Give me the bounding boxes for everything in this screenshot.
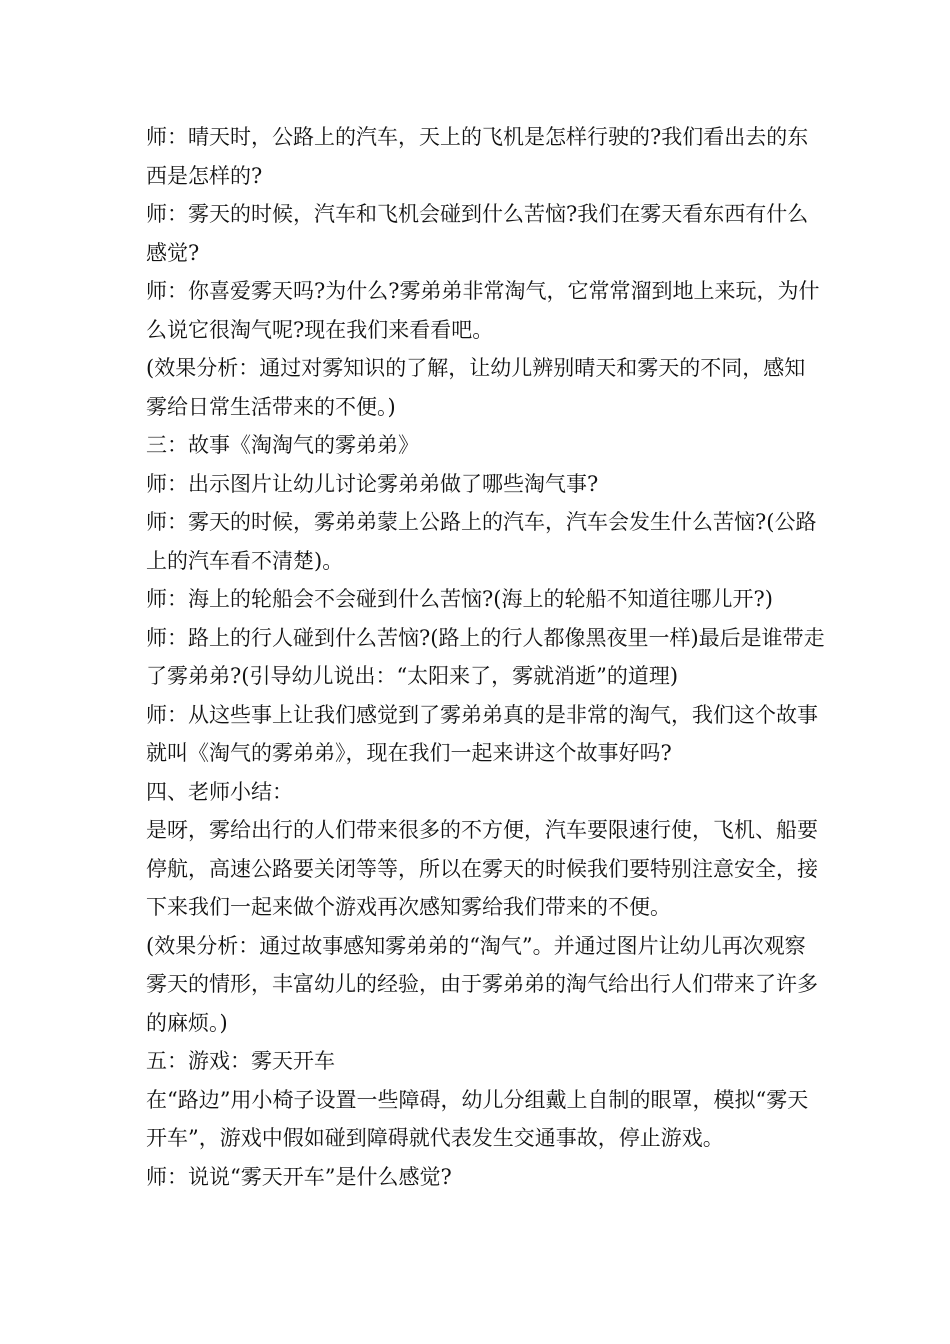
paragraph-game-rules: 在“路边”用小椅子设置一些障碍，幼儿分组戴上自制的眼罩，模拟“雾天开车”，游戏中假如碰到障碍就代表发生交通事故，停止游戏。	[146, 1087, 809, 1150]
paragraph-sunny-day-question: 师：晴天时，公路上的汽车，天上的飞机是怎样行驶的?我们看出去的东西是怎样的?	[146, 125, 809, 188]
paragraph-like-fog-question: 师：你喜爱雾天吗?为什么?雾弟弟非常淘气，它常常溜到地上来玩，为什么说它很淘气呢?现在我们来看看吧。	[146, 279, 820, 342]
paragraph-story-title: 师：从这些事上让我们感觉到了雾弟弟真的是非常的淘气，我们这个故事就叫《淘气的雾弟弟》，现在我们一起来讲这个故事好吗?	[146, 702, 818, 765]
paragraph-show-pictures: 师：出示图片让幼儿讨论雾弟弟做了哪些淘气事?	[146, 471, 599, 496]
document-body	[146, 118, 826, 1196]
paragraph-teacher-summary: 是呀，雾给出行的人们带来很多的不方便，汽车要限速行使，飞机、船要停航，高速公路要关闭等等，所以在雾天的时候我们要特别注意安全，接下来我们一起来做个游戏再次感知雾给我们带来的不便。	[146, 818, 818, 919]
paragraph-foggy-day-question: 师：雾天的时候，汽车和飞机会碰到什么苦恼?我们在雾天看东西有什么感觉?	[146, 202, 809, 265]
section-heading-summary: 四、老师小结：	[146, 779, 293, 804]
paragraph-effect-analysis-1: (效果分析：通过对雾知识的了解，让幼儿辨别晴天和雾天的不同，感知雾给日常生活带来的不便。)	[146, 356, 806, 419]
paragraph-game-question: 师：说说“雾天开车”是什么感觉?	[146, 1164, 452, 1189]
paragraph-ships-trouble: 师：海上的轮船会不会碰到什么苦恼?(海上的轮船不知道往哪儿开?)	[146, 587, 773, 611]
paragraph-pedestrians-trouble: 师：路上的行人碰到什么苦恼?(路上的行人都像黑夜里一样)最后是谁带走了雾弟弟?(引导幼儿说出：“太阳来了，雾就消逝”的道理)	[146, 625, 825, 688]
paragraph-effect-analysis-2: (效果分析：通过故事感知雾弟弟的“淘气”。并通过图片让幼儿再次观察雾天的情形，丰富幼儿的经验，由于雾弟弟的淘气给出行人们带来了许多的麻烦。)	[146, 933, 818, 1035]
paragraph-cars-trouble: 师：雾天的时候，雾弟弟蒙上公路上的汽车，汽车会发生什么苦恼?(公路上的汽车看不清楚)。	[146, 510, 817, 573]
section-heading-story: 三：故事《淘淘气的雾弟弟》	[146, 433, 419, 457]
section-heading-game: 五：游戏：雾天开车	[146, 1049, 335, 1073]
